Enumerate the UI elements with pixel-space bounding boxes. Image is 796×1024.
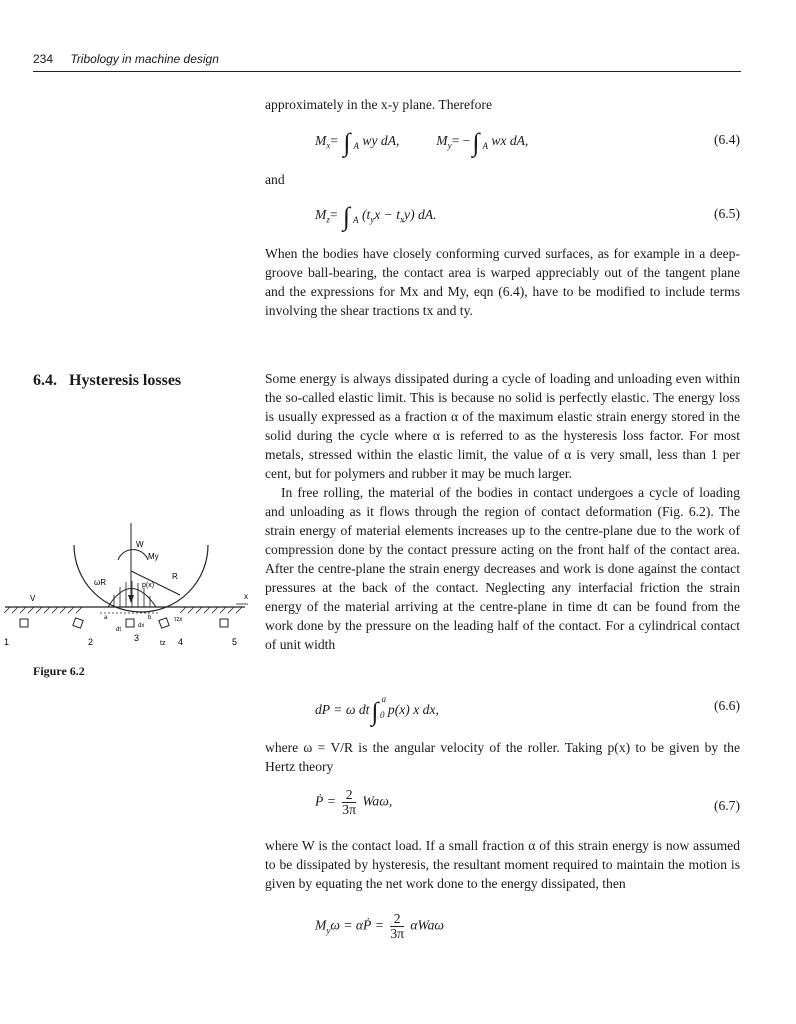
- moment-arc: [118, 550, 148, 560]
- label-b: b: [148, 615, 152, 621]
- label-x: x: [244, 592, 248, 601]
- section-title: Hysteresis losses: [69, 372, 182, 389]
- element-1: [20, 619, 28, 627]
- label-V: V: [30, 594, 36, 603]
- equation-6-5-body: $M_z=$ ∫ $_A$ $(t_yx - t_xy)$ dA.: [315, 202, 437, 231]
- running-title: Tribology in machine design: [70, 52, 219, 66]
- label-4: 4: [178, 637, 184, 647]
- label-tzx: τzx: [174, 617, 183, 623]
- paragraph-hysteresis: Some energy is always dissipated during a cycle of loading and unloading even within the so-called elastic limit. This is because no solid is perfectly elastic. The energy loss is usually expressed as a fraction α of the maximum elastic strain energy stored in the solid during the cycle where α is referred to as the hysteresis loss factor. For most metals, stressed within the elastic limit, the value of α is very small, less than 1 per cent, but for polymers and rubber it may be much larger. In free rolling, the material of the bodies in contact undergoes a cycle of loading and unloading as it flows through the region of contact deformation (Fig. 6.2). The strain energy of material elements increases up to the centre-plane due to the work of compression done by the contact pressure acting on the front half of the contact area. After the centre-plane the strain energy decreases and work is done against the contact pressures at the back of the contact. Neglecting any interfacial friction the strain energy of the material arriving at the centre-plane in time dt can be found from the work done by the pressure on the leading half of the contact. For a cylindrical contact of unit width: [265, 371, 740, 652]
- label-dt: dt: [116, 627, 122, 633]
- equation-6-4-number: (6.4): [713, 132, 740, 147]
- paragraph-angular-velocity: where ω = V/R is the angular velocity of the roller. Taking p(x) to be given by the Hertz theory: [265, 740, 740, 774]
- section-heading: [33, 372, 181, 390]
- header-rule: [33, 71, 741, 72]
- element-4: [159, 618, 169, 628]
- label-dx: dx: [138, 623, 145, 629]
- equation-6-5: [265, 202, 740, 232]
- element-5: [220, 619, 228, 627]
- section-number: 6.4.: [33, 372, 57, 389]
- page-number: 234: [33, 52, 54, 66]
- fraction: $\frac{2}{3\pi}$: [342, 787, 356, 817]
- integral-sign: ∫: [472, 128, 480, 157]
- label-R: R: [172, 572, 178, 581]
- running-header: [33, 52, 219, 66]
- label-2: 2: [88, 637, 94, 647]
- figure-6-2: [0, 515, 260, 660]
- label-a: a: [104, 615, 108, 621]
- equation-6-7: [265, 788, 740, 824]
- integral-sign: ∫: [342, 202, 351, 231]
- load-arrowhead: [128, 595, 134, 603]
- paragraph-conforming-surfaces: When the bodies have closely conforming curved surfaces, as for example in a deep-groove ball-bearing, the contact area is warped appreciably out of the tangent plane and the expressions for Mx and My, eqn (6.4), have to be modified to include terms involving the shear tractions tx and ty.: [265, 246, 740, 318]
- label-My: My: [148, 552, 159, 561]
- equation-6-6-number: (6.6): [713, 698, 740, 713]
- element-2: [73, 618, 83, 628]
- equation-6-7-body: Ṗ = $\frac{2}{3\pi}$ Waω,: [315, 787, 393, 817]
- equation-moment-body: $M_y\omega$ = αṖ = $\frac{2}{3\pi}$ αWaω: [315, 911, 444, 941]
- fraction: $\frac{2}{3\pi}$: [390, 911, 404, 941]
- label-W: W: [136, 540, 144, 549]
- element-3: [126, 619, 134, 627]
- equation-6-7-number: (6.7): [713, 798, 740, 813]
- label-omegaR: ωR: [94, 578, 107, 587]
- equation-6-6-body: dP = ω dt∫ $^a_0$ p(x) x dx,: [315, 694, 439, 726]
- figure-drawing: [0, 515, 260, 660]
- equation-moment: [265, 912, 740, 948]
- label-5: 5: [232, 637, 238, 647]
- label-tz: tz: [160, 640, 166, 647]
- label-3: 3: [134, 633, 140, 643]
- equation-6-5-number: (6.5): [713, 206, 740, 221]
- and-line: and: [265, 172, 285, 187]
- paragraph-dissipation: where W is the contact load. If a small fraction α of this strain energy is now assumed to be dissipated by hysteresis, the resultant moment required to maintain the motion is given by equating the net work done to the energy dissipated, then: [265, 838, 740, 891]
- label-px: p(x): [142, 582, 155, 589]
- intro-text: approximately in the x-y plane. Therefore: [265, 97, 492, 112]
- figure-caption: Figure 6.2: [33, 664, 85, 678]
- integral-sign: ∫: [343, 128, 351, 157]
- intro-line: [265, 95, 740, 114]
- label-1: 1: [4, 637, 10, 647]
- integral-sign: ∫: [371, 697, 379, 726]
- equation-6-4: [265, 128, 740, 158]
- equation-6-6: [265, 694, 740, 724]
- equation-6-4-body: $M_x=$ ∫ $_A$ wy dA, $M_y=$ −∫ $_A$ wx dA,: [315, 128, 529, 157]
